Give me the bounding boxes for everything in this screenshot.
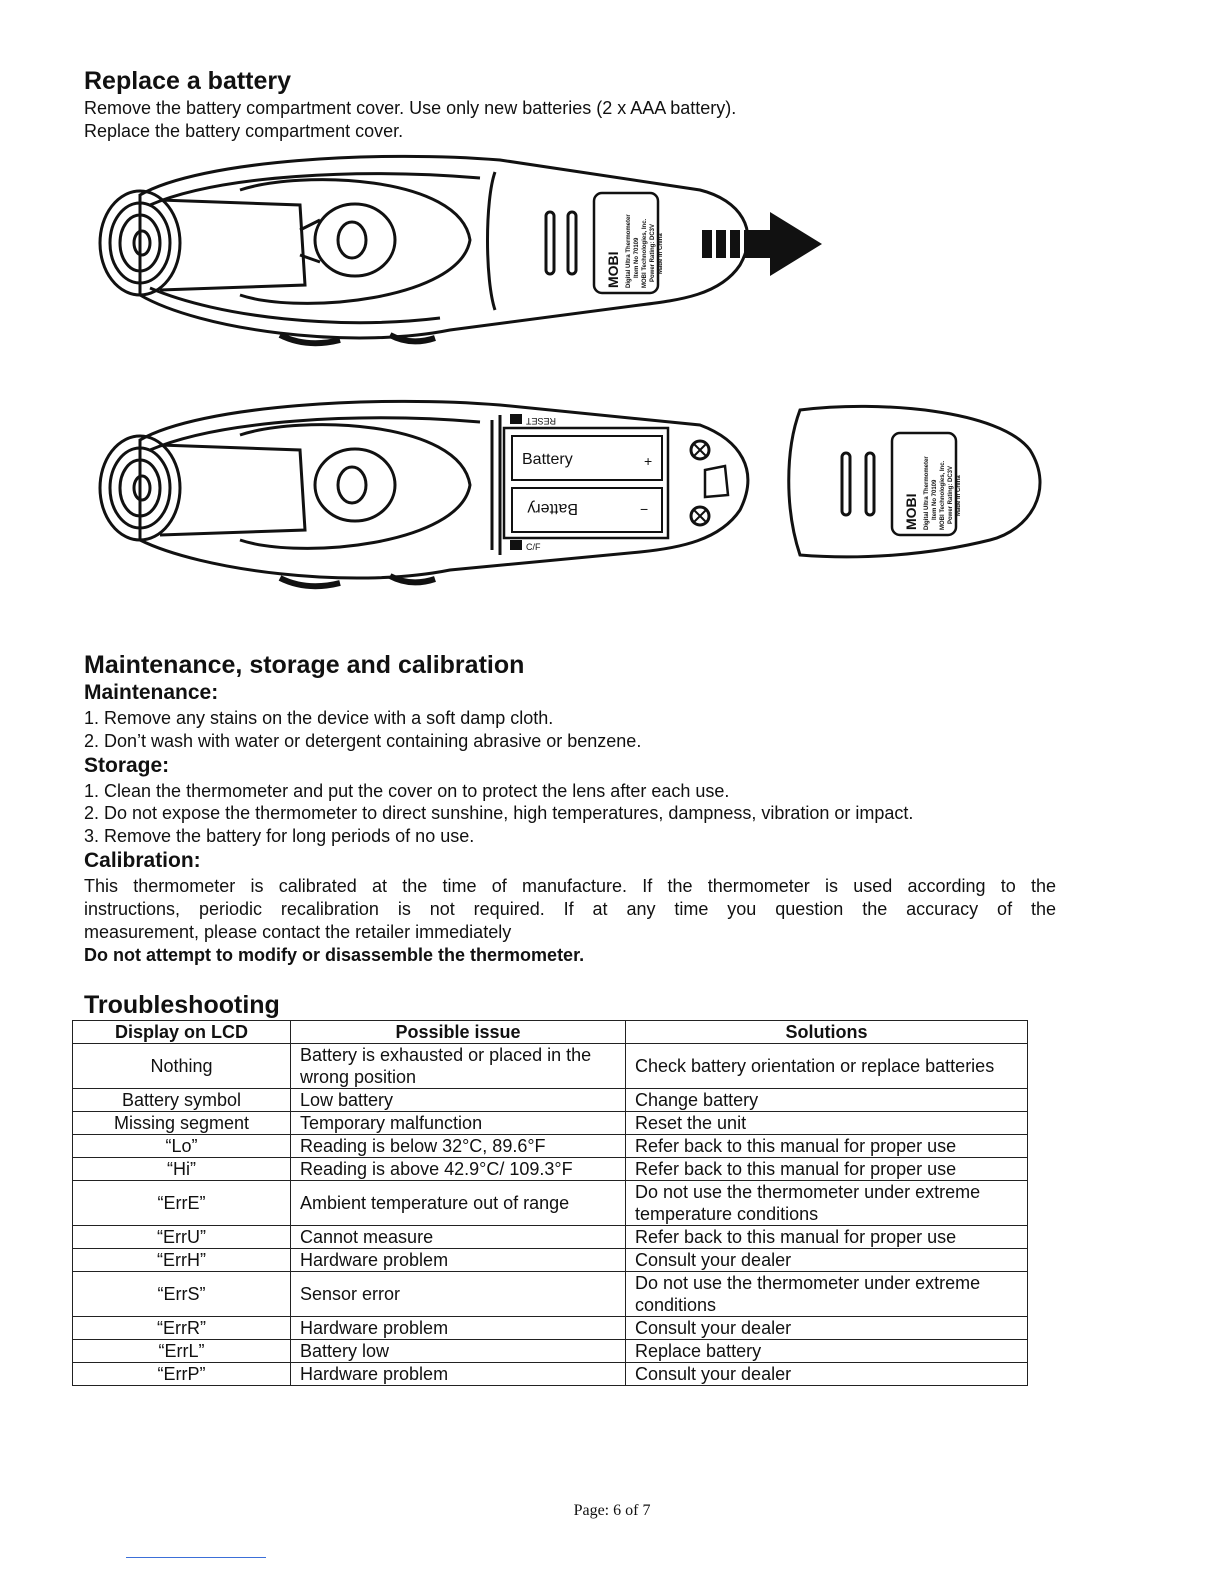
maintenance-heading: Maintenance, storage and calibration bbox=[84, 651, 525, 679]
table-row bbox=[73, 1317, 1028, 1340]
table-row bbox=[73, 1226, 1028, 1249]
storage-item-2: 2. Do not expose the thermometer to direct sunshine, high temperatures, dampness, vibration or impact. bbox=[84, 803, 914, 823]
table-row bbox=[73, 1044, 1028, 1089]
cover-label-line-1: Digital Ultra Thermometer bbox=[924, 456, 930, 530]
row-solution: Check battery orientation or replace batteries bbox=[626, 1044, 1028, 1089]
reset-label: RESET bbox=[525, 416, 556, 426]
table-row bbox=[73, 1272, 1028, 1317]
table-row bbox=[73, 1135, 1028, 1158]
row-display: Battery symbol bbox=[73, 1089, 291, 1112]
replace-battery-line-1: Remove the battery compartment cover. Use only new batteries (2 x AAA battery). bbox=[84, 98, 737, 118]
cover-label-brand: MOBI bbox=[903, 493, 919, 530]
label-line-2: Item No 70109 bbox=[634, 237, 640, 278]
label-line-3: MOBI Technologies, Inc. bbox=[642, 218, 648, 288]
header-display: Display on LCD bbox=[73, 1021, 291, 1044]
calibration-line-2: instructions, periodic recalibration is not required. If at any time you question the accuracy of the bbox=[84, 899, 1056, 919]
row-solution: Do not use the thermometer under extreme temperature conditions bbox=[626, 1181, 1028, 1226]
row-solution: Refer back to this manual for proper use bbox=[626, 1135, 1028, 1158]
cf-label: C/F bbox=[526, 542, 541, 552]
row-issue: Low battery bbox=[291, 1089, 626, 1112]
label-line-4: Power Rating: DC3V bbox=[650, 223, 656, 282]
row-solution: Do not use the thermometer under extreme conditions bbox=[626, 1272, 1028, 1317]
calibration-line-1: This thermometer is calibrated at the time of manufacture. If the thermometer is used according to the bbox=[84, 876, 1056, 896]
label-brand: MOBI bbox=[605, 251, 621, 288]
header-solutions: Solutions bbox=[626, 1021, 1028, 1044]
label-line-5: Made in China bbox=[658, 233, 664, 274]
row-display: “ErrS” bbox=[73, 1272, 291, 1317]
row-solution: Consult your dealer bbox=[626, 1249, 1028, 1272]
row-issue: Hardware problem bbox=[291, 1363, 626, 1386]
storage-item-1: 1. Clean the thermometer and put the cover on to protect the lens after each use. bbox=[84, 781, 730, 801]
table-row bbox=[73, 1112, 1028, 1135]
row-solution: Consult your dealer bbox=[626, 1363, 1028, 1386]
table-row bbox=[73, 1089, 1028, 1112]
modify-warning: Do not attempt to modify or disassemble the thermometer. bbox=[84, 945, 585, 965]
row-display: “Hi” bbox=[73, 1158, 291, 1181]
row-issue: Sensor error bbox=[291, 1272, 626, 1317]
row-display: Missing segment bbox=[73, 1112, 291, 1135]
row-display: “ErrE” bbox=[73, 1181, 291, 1226]
row-display: “ErrU” bbox=[73, 1226, 291, 1249]
row-solution: Reset the unit bbox=[626, 1112, 1028, 1135]
row-display: “ErrR” bbox=[73, 1317, 291, 1340]
row-issue: Temporary malfunction bbox=[291, 1112, 626, 1135]
row-solution: Replace battery bbox=[626, 1340, 1028, 1363]
row-issue: Hardware problem bbox=[291, 1317, 626, 1340]
table-header-row bbox=[73, 1021, 1028, 1044]
row-solution: Change battery bbox=[626, 1089, 1028, 1112]
maintenance-subheading: Maintenance: bbox=[84, 681, 219, 704]
calibration-subheading: Calibration: bbox=[84, 849, 201, 872]
troubleshooting-heading: Troubleshooting bbox=[84, 991, 280, 1019]
battery-plus: + bbox=[644, 453, 653, 469]
troubleshooting-table bbox=[72, 1020, 1028, 1386]
table-row bbox=[73, 1181, 1028, 1226]
battery-bottom-label: Battery bbox=[527, 500, 578, 517]
row-solution: Consult your dealer bbox=[626, 1317, 1028, 1340]
row-issue: Ambient temperature out of range bbox=[291, 1181, 626, 1226]
cover-label-line-3: MOBI Technologies, Inc. bbox=[940, 460, 946, 530]
row-issue: Cannot measure bbox=[291, 1226, 626, 1249]
maintenance-item-2: 2. Don’t wash with water or detergent containing abrasive or benzene. bbox=[84, 731, 642, 751]
table-row bbox=[73, 1158, 1028, 1181]
row-solution: Refer back to this manual for proper use bbox=[626, 1158, 1028, 1181]
cover-label-line-5: Made in China bbox=[956, 475, 962, 516]
table-row bbox=[73, 1340, 1028, 1363]
calibration-line-3: measurement, please contact the retailer immediately bbox=[84, 922, 512, 942]
battery-top-label: Battery bbox=[522, 451, 573, 468]
footer-link-underline bbox=[126, 1557, 266, 1558]
row-display: “ErrP” bbox=[73, 1363, 291, 1386]
replace-battery-line-2: Replace the battery compartment cover. bbox=[84, 121, 404, 141]
storage-item-3: 3. Remove the battery for long periods of no use. bbox=[84, 826, 475, 846]
row-display: Nothing bbox=[73, 1044, 291, 1089]
page-number: Page: 6 of 7 bbox=[573, 1502, 651, 1519]
row-issue: Reading is below 32°C, 89.6°F bbox=[291, 1135, 626, 1158]
row-issue: Reading is above 42.9°C/ 109.3°F bbox=[291, 1158, 626, 1181]
cover-label-line-4: Power Rating: DC3V bbox=[948, 465, 954, 524]
battery-minus: − bbox=[640, 501, 649, 517]
header-issue: Possible issue bbox=[291, 1021, 626, 1044]
row-display: “Lo” bbox=[73, 1135, 291, 1158]
row-issue: Hardware problem bbox=[291, 1249, 626, 1272]
row-solution: Refer back to this manual for proper use bbox=[626, 1226, 1028, 1249]
maintenance-item-1: 1. Remove any stains on the device with a soft damp cloth. bbox=[84, 708, 554, 728]
cover-label-line-2: Item No 70109 bbox=[932, 479, 938, 520]
replace-battery-heading: Replace a battery bbox=[84, 67, 292, 95]
table-row bbox=[73, 1363, 1028, 1386]
row-issue: Battery is exhausted or placed in the wrong position bbox=[291, 1044, 626, 1089]
row-display: “ErrL” bbox=[73, 1340, 291, 1363]
label-line-1: Digital Ultra Thermometer bbox=[626, 214, 632, 288]
thermometer-closed-illustration bbox=[0, 0, 1224, 620]
row-issue: Battery low bbox=[291, 1340, 626, 1363]
row-display: “ErrH” bbox=[73, 1249, 291, 1272]
storage-subheading: Storage: bbox=[84, 754, 170, 777]
table-row bbox=[73, 1249, 1028, 1272]
